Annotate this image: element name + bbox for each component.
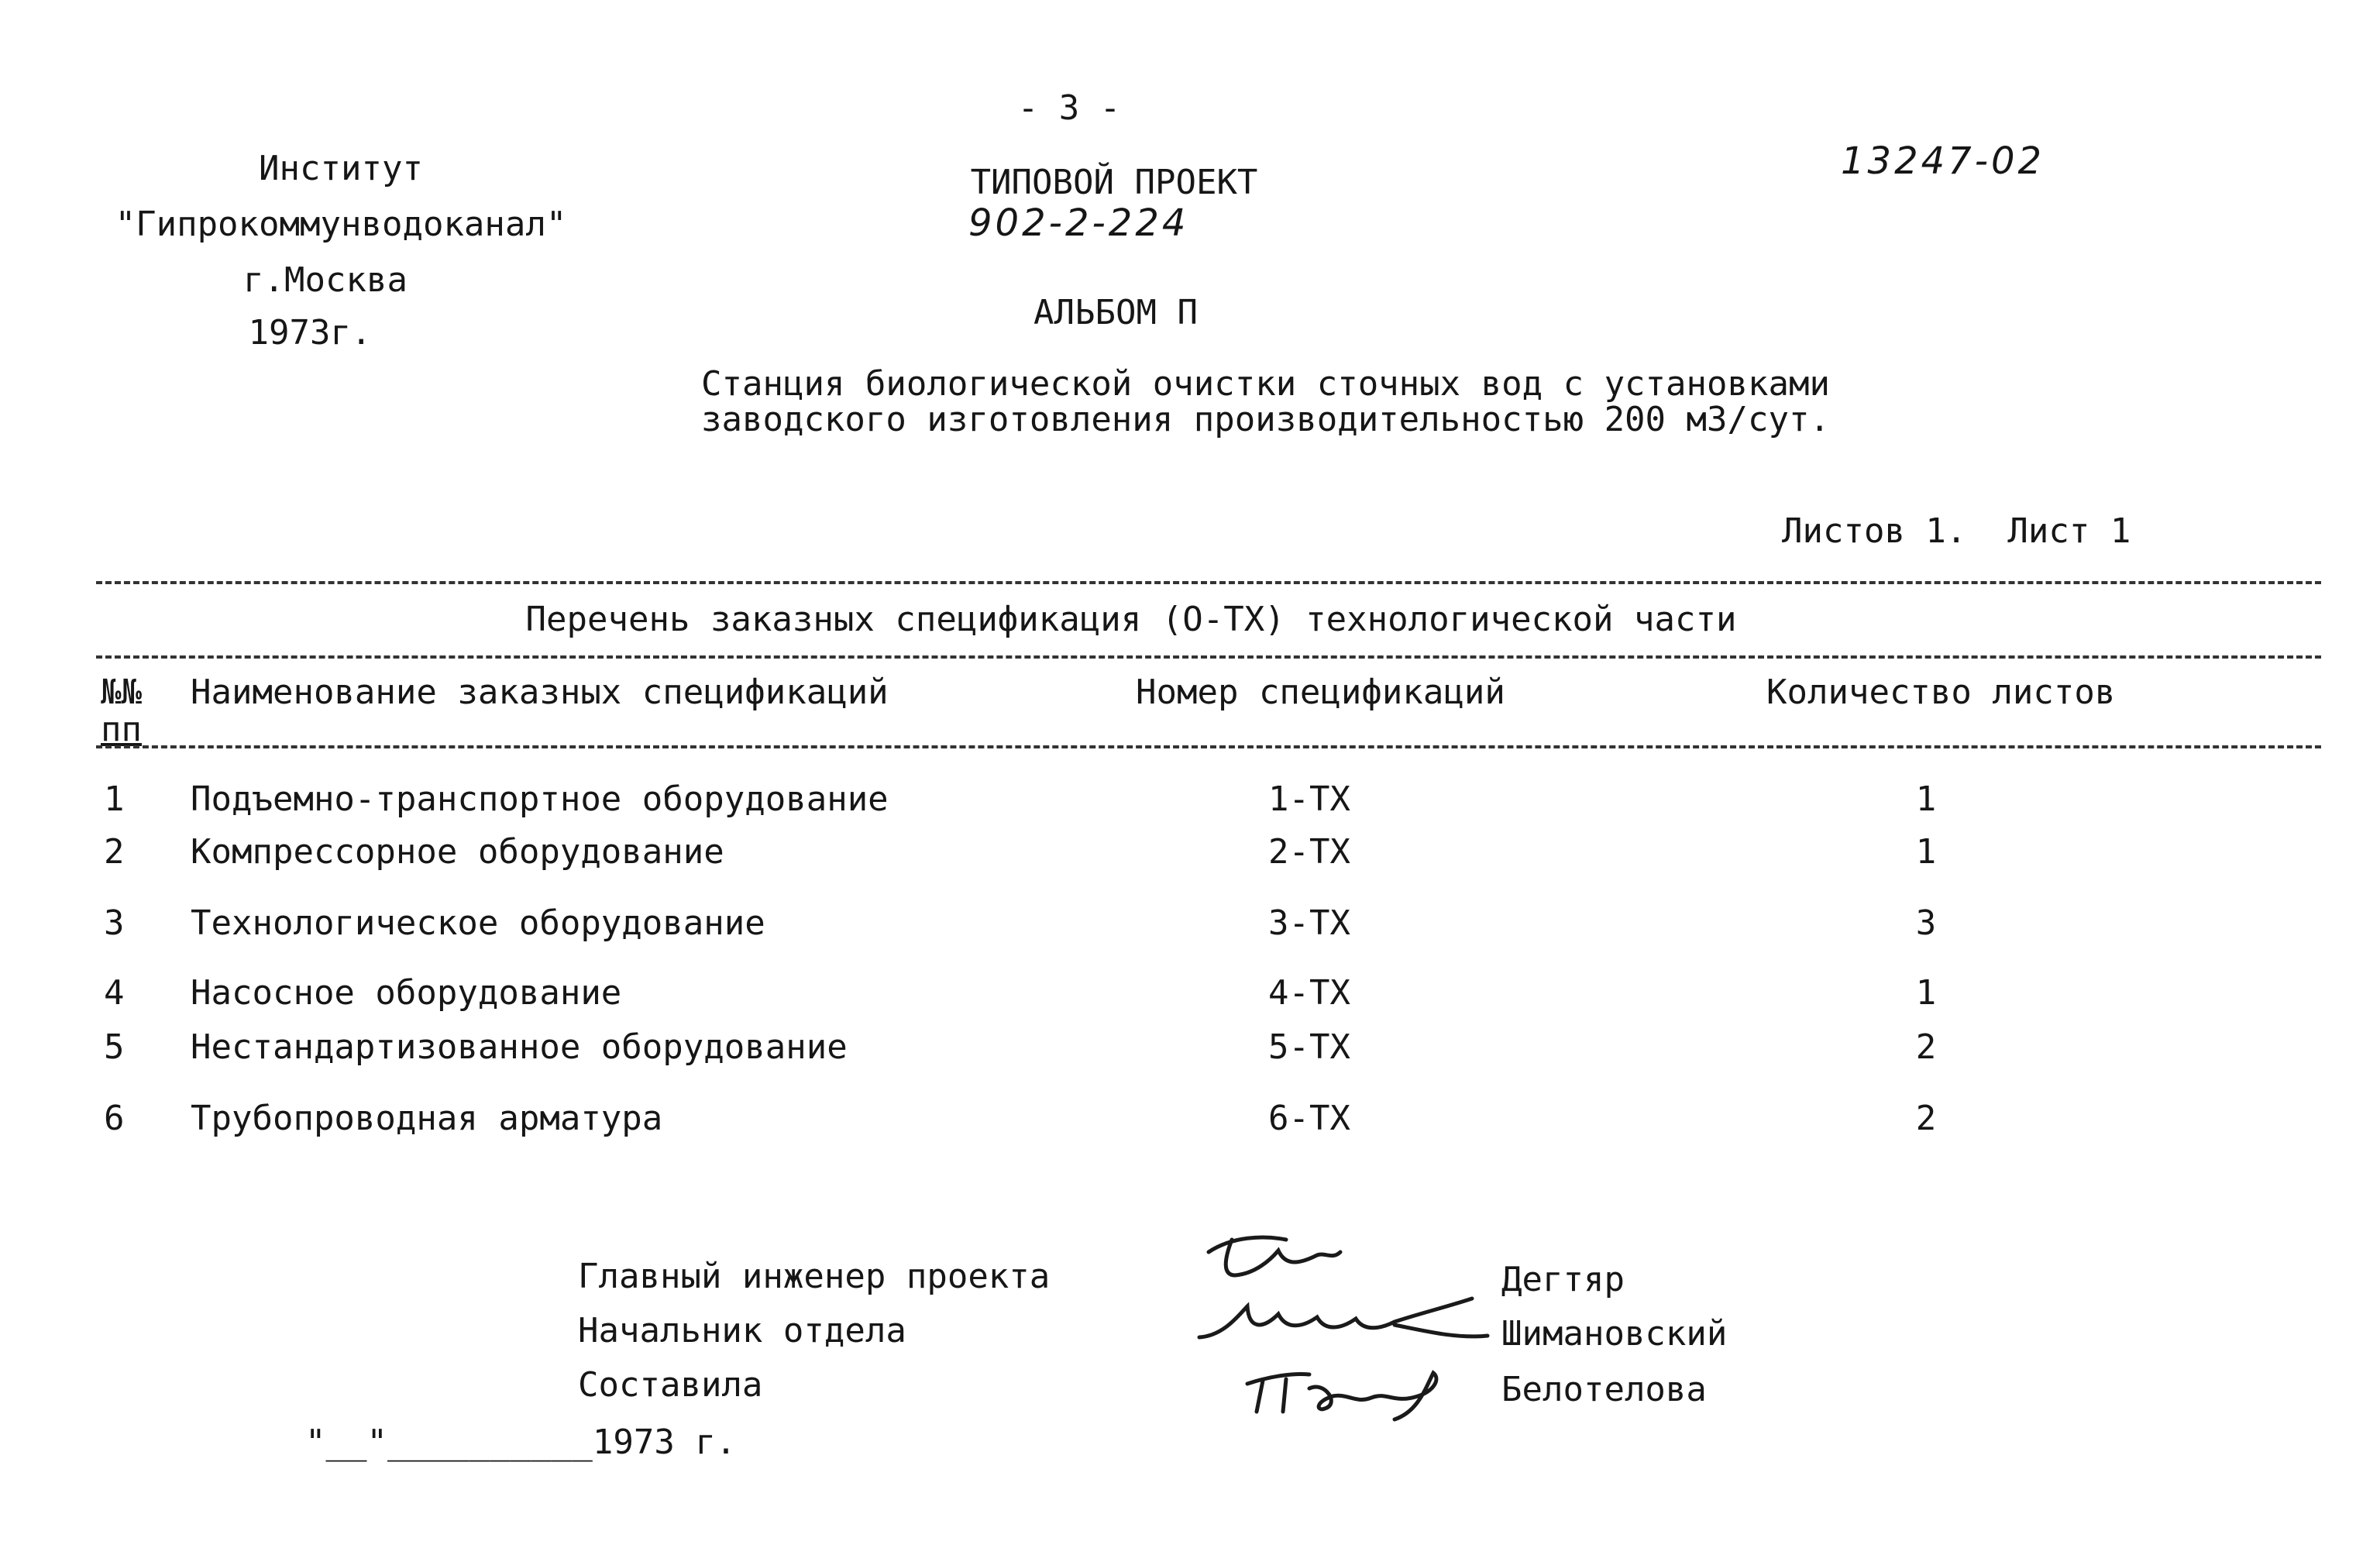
table-row-spec: 5-ТХ	[1268, 1027, 1350, 1067]
table-row-sheets: 2	[1915, 1099, 1937, 1138]
signature-head-of-department	[1193, 1291, 1495, 1361]
compiled-by-name: Белотелова	[1501, 1370, 1707, 1409]
table-row-sheets: 1	[1915, 779, 1937, 819]
signature-chief-engineer	[1201, 1229, 1356, 1291]
compiled-by-role: Составила	[578, 1365, 763, 1405]
table-title-rule	[96, 655, 2321, 659]
chief-engineer-name: Дегтяр	[1501, 1260, 1625, 1299]
table-row-name: Компрессорное оборудование	[191, 832, 724, 872]
institute-city: г.Москва	[243, 260, 408, 300]
column-header-name: Наименование заказных спецификаций	[191, 673, 889, 712]
head-of-department-name: Шимановский	[1501, 1314, 1728, 1354]
chief-engineer-role: Главный инженер проекта	[578, 1257, 1051, 1296]
date-line: "__"__________1973 г.	[305, 1423, 737, 1462]
table-row-spec: 4-ТХ	[1268, 973, 1350, 1013]
table-row-num: 3	[104, 903, 125, 943]
table-top-rule	[96, 581, 2321, 584]
table-row-name: Подъемно-транспортное оборудование	[191, 779, 889, 819]
document-title-line2: заводского изготовления производительностью 200 м3/сут.	[701, 400, 1830, 439]
archive-number: 13247-02	[1841, 139, 2045, 183]
table-row-spec: 2-ТХ	[1268, 832, 1350, 872]
table-row-spec: 1-ТХ	[1268, 779, 1350, 819]
column-header-num: №№	[101, 673, 142, 712]
page-number: - 3 -	[1017, 88, 1121, 128]
table-row-name: Технологическое оборудование	[191, 903, 765, 943]
institute-label: Институт	[259, 149, 423, 188]
head-of-department-role: Начальник отдела	[578, 1311, 906, 1350]
table-row-sheets: 1	[1915, 973, 1937, 1013]
table-row-sheets: 3	[1915, 903, 1937, 943]
project-type: ТИПОВОЙ ПРОЕКТ	[970, 163, 1258, 202]
document-title-line1: Станция биологической очистки сточных вод с установками	[701, 364, 1830, 404]
table-row-num: 4	[104, 973, 125, 1013]
signature-compiled-by	[1240, 1357, 1472, 1427]
column-header-spec: Номер спецификаций	[1136, 673, 1505, 712]
table-row-spec: 6-ТХ	[1268, 1099, 1350, 1138]
column-header-num-pp: пп	[101, 710, 142, 749]
table-row-num: 6	[104, 1099, 125, 1138]
project-number: 902-2-224	[968, 201, 1189, 245]
table-title: Перечень заказных спецификация (О-ТХ) технологической части	[525, 600, 1737, 639]
institute-year: 1973г.	[248, 313, 372, 353]
sheets-info: Листов 1. Лист 1	[1782, 511, 2131, 551]
table-row-spec: 3-ТХ	[1268, 903, 1350, 943]
table-row-num: 2	[104, 832, 125, 872]
table-row-sheets: 1	[1915, 832, 1937, 872]
institute-name: "Гипрокоммунводоканал"	[115, 205, 567, 244]
table-row-num: 1	[104, 779, 125, 819]
table-row-num: 5	[104, 1027, 125, 1067]
album-label: АЛЬБОМ П	[1034, 293, 1198, 332]
column-header-sheets: Количество листов	[1766, 673, 2116, 712]
table-row-name: Нестандартизованное оборудование	[191, 1027, 848, 1067]
table-header-rule	[96, 745, 2321, 748]
table-row-name: Трубопроводная арматура	[191, 1099, 663, 1138]
table-row-sheets: 2	[1915, 1027, 1937, 1067]
table-row-name: Насосное оборудование	[191, 973, 622, 1013]
